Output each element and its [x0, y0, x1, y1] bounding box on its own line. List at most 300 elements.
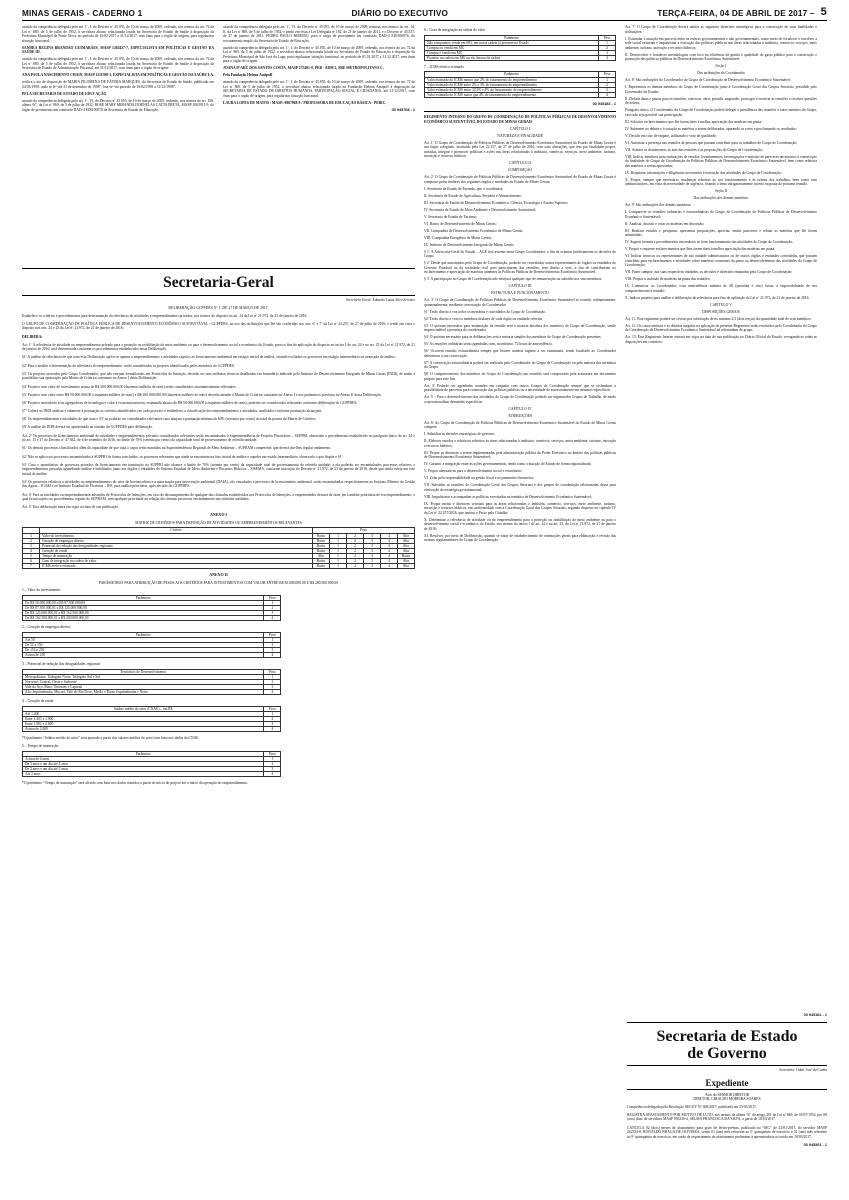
regimento-title: REGIMENTO INTERNO DO GRUPO DE COORDENAÇÃO DE POLÍTICAS PÚBLICAS DE DESENVOLVIMENTO ECONÔMICO SUSTENTÁVEL DO ESTADO DE MINAS GERAIS: [424, 115, 616, 124]
regimento-paragraph: III. Propor as diretrizes a serem implementadas pela administração pública do Poder Executivo no âmbito das políticas públicas de Desenvolvimento Econômico Sustentável;: [424, 450, 616, 460]
column-3: [424, 25, 616, 1025]
article-paragraph: Art. 5º Esta deliberação entra em vigor na data de sua publicação.: [22, 505, 119, 510]
governo-title-line2: de Governo: [687, 1045, 767, 1062]
table-cell: Baixo: [313, 543, 330, 548]
column-2: [223, 25, 415, 275]
table-cell: 4: [381, 533, 398, 538]
table-cell-weight: 1: [599, 77, 616, 82]
table-cell: 2: [347, 564, 364, 569]
chapter-heading: COMPOSIÇÃO: [507, 168, 533, 173]
publication-code: 03 945708 - 1: [391, 108, 415, 112]
column-header-weight: Peso: [264, 751, 281, 756]
regimento-paragraph: Art. 13. Este Regimento Interno entrará em vigor na data de sua publicação no Diário Oficial do Estado, revogando-se todas as disposições em contrário.: [625, 335, 817, 344]
regimento-paragraph: II. Elaborar estudos e relatórios relativos às áreas relacionadas à indústria, comércio, serviços, meio ambiente, turismo, inovação e recursos hídricos;: [424, 439, 616, 448]
publication-code: 03 945181 - 1: [803, 1013, 827, 1017]
column-header-weight: Peso: [264, 595, 281, 600]
table-cell: 1: [330, 553, 347, 558]
table-cell: 4: [381, 559, 398, 564]
table-cell-weight: 2: [264, 642, 281, 647]
delibera-heading: DELIBERA:: [22, 334, 43, 339]
regimento-paragraph: II. Secretaria de Estado de Agricultura, Pecuária e Abastecimento;: [424, 193, 522, 198]
regimento-paragraph: III. Secretaria de Estado de Desenvolvimento Econômico, Ciência, Tecnologia e Ensino Superior;: [424, 200, 569, 205]
table-cell: 2: [347, 543, 364, 548]
regimento-paragraph: IV. Garantir a integração entre as ações governamentais, tendo como a atuação do Estado de forma regionalizada;: [424, 462, 592, 467]
parameter-table: [22, 669, 281, 695]
regimento-paragraph: IX. Propor metas e diretrizes setoriais para as áreas relacionadas à indústria, comércio, serviços, meio ambiente, turismo, inovação e recursos hídricos, em conformidade com a Coordenação Geral dos Grupos Setoriais, segundo disposto no capítulo IV da Lei nº 22.257/2016, que institui o Pacto pelo Cidadão;: [424, 501, 616, 515]
act-paragraph: usando da competência delegada pelo art. 1º, VI, do Decreto nº 45.055, de 10 de março de 2009, cedendo, nos termos do art. 106, alínea “b”, da Lei nº 869, de 5 de julho de 1952, ROSE MARY MIRANDA DORNELAS CATTA PRETA, MASP 1065915-9, do órgão de provimento em comissão DAD-4 EDI100076 da Secretaria de Estado de Educação.: [22, 98, 214, 112]
table-row: [23, 726, 281, 731]
table-cell: 4: [381, 543, 398, 548]
table-cell: Baixo: [313, 564, 330, 569]
table-cell-parameter: De R$ 162.500.000,01 a R$ 200.000.000,00: [23, 616, 264, 621]
column-header-parameter: Parâmetro: [425, 35, 599, 40]
column-1: [22, 25, 214, 275]
regimento-paragraph: §3º O quórum necessário para instauração da reunião será a maioria absoluta dos membros do Grupo de Coordenação, sendo imprescindível a presença do coordenador.: [424, 323, 616, 333]
page-number: 5: [820, 6, 827, 18]
table-cell-parameter: Metropolitano, Triângulo Norte, Triângulo Sul e Sul: [23, 674, 264, 679]
deliberacao-title: DELIBERAÇÃO GCPPDES Nº 1, DE 27 DE MARÇO DE 2017.: [168, 306, 269, 310]
regimento-paragraph: § 3º A participação no Grupo de Coordenação não ensejará qualquer tipo de remuneração ou subsídio aos seus membros.: [424, 277, 603, 282]
table-cell-weight: 3: [599, 87, 616, 92]
regimento-paragraph: V. Propor alternativas para o desenvolvimento social e econômico;: [424, 469, 523, 474]
act-paragraph: LAURA LOPES DE MATOS / MASP: 0967968-9 / PROFESSORA DE EDUCAÇÃO BÁSICA - PEBIC.: [223, 100, 387, 105]
regimento-paragraph: Art. 8º São atribuições do Coordenador do Grupo de Coordenação de Desenvolvimento Econômico Sustentável:: [625, 78, 791, 82]
regimento-paragraph: II. Desenvolver e fortalecer metodologias com foco na eficiência da gestão e qualidade do gasto público para a consecução e promoção das políticas públicas de Desenvolvimento Econômico Sustentável.: [625, 52, 817, 61]
regimento-paragraph: §1º Terão direito a voz todos os membros e convidados do Grupo de Coordenação.: [424, 309, 547, 314]
column-4: [625, 25, 817, 1025]
table-cell: 3: [364, 543, 381, 548]
article-paragraph: §1º Os demais processos classificados além da capacidade de que trata o caput serão mantidos na Superintendência Regional de Meio Ambiente – SUPRAM competente, que deverá dar-lhes regular andamento.: [22, 446, 332, 451]
table-cell-weight: 3: [264, 684, 281, 689]
table-label: 4 – Geração de renda: [22, 699, 54, 704]
table-cell-parameter: De R$ 125.000.000,01 a R$ 162.500.000,00: [23, 610, 264, 615]
regimento-paragraph: VII. Subsidiar as reuniões do Coordenação Geral dos Grupos Setoriais e dos grupos de coordenação relacionadas desse para efetivação da estratégia governamental;: [424, 483, 616, 492]
table-cell: 6: [23, 559, 40, 564]
header-publication: MINAS GERAIS - CADERNO 1: [22, 9, 143, 18]
governo-act-paragraph: Competência delegada pela Resolução SEGOV Nº 600/2017, publicada em 25/03/2017.: [627, 1104, 757, 1109]
regimento-paragraph: VI. Banco de Desenvolvimento de Minas Gerais;: [424, 221, 497, 226]
regimento-paragraph: V. Propor e requerer esclarecimentos que lhes forem úteis à melhor apreciação das matérias em pauta;: [625, 247, 776, 251]
section-heading: Seção II: [714, 189, 728, 193]
column-1-text: [22, 25, 214, 112]
table-cell: ICMS efetivo estimado: [40, 564, 313, 569]
act-heading-2: DIRETOR, GIRALDO MOREIRA SOARES: [693, 1097, 761, 1101]
table-cell: Alto: [398, 548, 415, 553]
table-cell: Alto: [398, 543, 415, 548]
table-cell: 4: [381, 553, 398, 558]
regimento-paragraph: IV. Secretaria de Estado de Meio Ambiente e Desenvolvimento Sustentável;: [424, 207, 537, 212]
secretaria-geral-section: [22, 268, 415, 789]
column-header-weight: Peso: [264, 706, 281, 711]
secretaria-governo-section: [627, 1010, 827, 1152]
table-cell-parameter: Vale do Aço, Mata, Vertentes e Caparaó: [23, 684, 264, 689]
act-paragraph: ANA PAULA NASCIMENTO CHAIN, MASP 1211598-3, ESPECIALISTA EM POLÍTICAS E GESTÃO DA SAÚDE I-A.: [22, 73, 214, 77]
table-label: 3 – Potencial de redução das desigualdades regionais: [22, 662, 101, 667]
deliberacao-intro: O GRUPO DE COORDENAÇÃO DE POLÍTICA PÚBLICA DE DESENVOLVIMENTO ECONÔMICO SUSTENTÁVEL - GCPPDES, no uso das atribuições que lhe são conferidas nos arts. 6º e 7º da Lei nº 22.257, de 27 de julho de 2016, e tendo em vista o disposto nos arts. 24 e 25 da Lei nº 21.972, de 21 de janeiro de 2016,: [22, 321, 415, 331]
column-header-parameter: Parâmetro: [23, 751, 264, 756]
table-cell: 1: [330, 559, 347, 564]
table-cell: Alto: [398, 559, 415, 564]
table-cell-weight: 2: [264, 716, 281, 721]
column-header-parameter: Salário médio do setor (CNAE) – em R$: [23, 706, 264, 711]
table-cell-weight: 3: [264, 721, 281, 726]
table-cell-parameter: De R$ 50.000.000,00 a R$ 87.500.000,00: [23, 600, 264, 605]
table-row: [425, 55, 616, 60]
table-row: [23, 772, 281, 777]
regimento-paragraph: II. Analisar, discutir e votar as matérias em discussão;: [625, 221, 705, 226]
table-footnote: *O parâmetro “Salário médio do setor” será apurado a partir dos valores médios do setor com base nos dados da CNAE.: [22, 736, 200, 741]
table-cell-parameter: De 51 a 150: [23, 642, 264, 647]
table-cell: Grau de integração na cadeia de valor: [40, 559, 313, 564]
regimento-paragraph: IV. Submeter ao debate e à votação as matérias a serem deliberadas, apurando os votos e proclamando os resultados;: [625, 126, 797, 131]
table-cell-weight: 4: [264, 653, 281, 658]
table-cell: 3: [364, 538, 381, 543]
anexo-1-title: ANEXO I: [209, 512, 227, 518]
article-paragraph: §1º A análise de relevância de que trata esta Deliberação aplica-se apenas a empreendimentos e atividades sujeitos ao licenciamento ambiental em estágio inicial de análise, estando excluídos os processos em estágio intermediário ou avançado de análise.: [22, 355, 396, 360]
regimento-paragraph: VIII. Impulsionar e acompanhar as políticas executadas na temática de Desenvolvimento Econômico Sustentável;: [424, 494, 592, 499]
article-paragraph: §3º Os projetos avocados pelo Grupo Coordenador, que não estejam formalizados em Protocolos de Intenção, deverão ter seus atributos técnicos detalhados em formulário indicado pelo Instituto de Desenvolvimento Integrado de Minas Gerais (INDI), de modo a possibilitar sua apreciação pela Matriz de Critérios constante no Anexo I desta Deliberação.: [22, 371, 415, 381]
table-cell-weight: 2: [599, 45, 616, 50]
governo-title-line1: Secretaria de Estado: [656, 1028, 798, 1045]
column-header-criterio: Critério: [40, 528, 313, 533]
table-cell-parameter: Valor estimado do ICMS entre 2% e 3% do faturamento do empreendimento: [425, 82, 599, 87]
governo-act-paragraph: CANCELA 02 (dois) meses de afastamento para gozo de férias-prêmio, publicado no “MG” de 21/01/2017, do servidor MASP 262333-8, RONALDO BRAGA DE OLIVEIRA, sendo 01 (um) mês referente ao 5º quinquênio de exercício e 01 (um) mês referente ao 9º quinquênio de exercício, em razão de requerimento de afastamento preliminar à aposentadoria ocorrido em 10/03/2017.: [627, 1125, 827, 1139]
act-paragraph: usando da competência delegada pelo art. 1º, I, do Decreto nº 45.055, de 10 de março de 2009, cedendo, nos termos do art. 72 da Lei nº 869, de 5 de julho de 1952, a servidora abaixo relacionada lotada na Fundação Helena Antipoff à disposição da SECRETARIA DE ESTADO DE DIREITOS HUMANOS, PARTICIPAÇÃO SOCIAL E CIDADANIA, até 31/12/2017, com ônus para o órgão de origem, para regularizar situação funcional:: [223, 80, 415, 98]
anexo-2-table-5: [22, 744, 281, 777]
regimento-paragraph: Art. 5º - Para o desenvolvimento das atividades do Grupo de Coordenação poderão ser organizados Grupos de Trabalho, de modo a operacionalizar demandas específicas.: [424, 395, 616, 404]
regimento-paragraph: § 1º A Advocacia-Geral do Estado – AGE terá assento neste Grupo Coordenador, a fim de orientar juridicamente as decisões do Grupo.: [424, 249, 616, 259]
table-cell: Geração de renda: [40, 548, 313, 553]
regimento-paragraph: Art. 7º O Grupo de Coordenação deverá adotar as seguintes diretrizes estratégicas para a consecução de suas finalidades e atribuições:: [625, 25, 817, 34]
act-paragraph: retifica o ato de disposição de MARIA FILOMENA DE FÁTIMA MARQUES, da Secretaria de Estado de Saúde, publicado em 24/03/1998: onde se lê “até 31 de dezembro de 1998”, leia-se “no período de 16/02/1998 a 31/12/1998”.: [22, 80, 214, 89]
table-cell: 3: [364, 564, 381, 569]
table-cell: 2: [347, 553, 364, 558]
article-paragraph: §3º Caso o quantitativo de processos privados de licenciamento em tramitação na SUPPRI não alcance o limite de 70% (setenta por cento) da capacidade total de processamento da referida unidade, a ela poderão ser encaminhados processos relativos a empreendimentos privados aguardando análise e habilitados junto aos órgãos e entidades do Sistema Estadual de Meio Ambiente e Recursos Hídricos – SISEMA, conforme instrução do Decreto nº 21.972, de 21 de janeiro de 2016, desde que ainda esteja em fase inicial de análise.: [22, 462, 415, 476]
table-row: [23, 616, 281, 621]
regimento-paragraph: XI. Resolver, por meio de Deliberação, quando se tratar de estabelecimento de orientações gerais para elaboração e revisão das normas regulamentares do Grupo de Coordenação.: [424, 533, 616, 543]
anexo-2-tables: [22, 588, 281, 732]
article-paragraph: §8º Os empreendimentos e atividades de que trata o §3º só poderão ser considerados relevantes caso atinjam a pontuação mínima de 60% (sessenta por cento) do total de pontos da Matriz de Critérios.: [22, 417, 317, 422]
chapter-heading: CAPÍTULO III: [508, 284, 532, 289]
act-paragraph: JOANA D’ARC DOS SANTOS COSTA, MASP 275401-8, PEB - ADM 2, SRE METROPOLITANA C.: [223, 66, 384, 70]
column-header-peso: Peso: [313, 528, 415, 533]
regimento-paragraph: VIII. Indicar membros para realizações de estudos, levantamentos, investigações e emissão de pareceres necessários à consecução da finalidade do Grupo de Coordenação de Políticas Públicas de Desenvolvimento Econômico Sustentável, bem como relatoria das matérias a serem apreciadas;: [625, 154, 817, 168]
table-cell: Tempo de maturação: [40, 553, 313, 558]
regimento-paragraph: Art. 3º O Grupo de Coordenação de Políticas Públicas de Desenvolvimento Econômico Sustentável se reunirá, ordinariamente, quinzenalmente, mediante convocação do Coordenador.: [424, 298, 616, 307]
anexo-2-title: ANEXO II: [209, 572, 228, 578]
column-header-weight: Peso: [599, 72, 616, 77]
table-cell: Baixo: [398, 553, 415, 558]
regimento-paragraph: Art. 4º Poderão ser agendadas reuniões em conjunto com outros Grupos de Coordenação sempre que se vislumbrar a possibilidade de parcerias para consecução das políticas públicas ou a necessidade de assessoramento em assuntos específicos.: [424, 383, 616, 393]
regimento-paragraph: VI. Autorizar a presença nas reuniões de pessoas que possam contribuir para os trabalhos do Grupo de Coordenação;: [625, 140, 798, 145]
criteria-parameter-table: [424, 35, 616, 61]
regimento-paragraph: X. Indicar projetos para análise e deliberação de relevância para fins de aplicação da Lei nº 21.972, de 21 de janeiro de 2016.: [625, 295, 810, 300]
table-row: [23, 690, 281, 695]
section-title-box: [22, 268, 415, 296]
table-cell-parameter: Entre 1.401 e 1.900: [23, 716, 264, 721]
regimento-paragraph: I. Representar os demais membros do Grupo de Coordenação junto à Coordenação Geral dos Grupos Setoriais, presidido pelo Governador do Estado;: [625, 85, 817, 94]
regimento-paragraph: §2º Terão direito a voto os membros titulares de cada órgão ou entidade referida.: [424, 316, 543, 321]
table-cell: Valor do investimento: [40, 533, 313, 538]
regimento-paragraph: §5º As reuniões ordinárias serão agendadas com, no mínimo, 72 horas de antecedência.: [424, 342, 553, 347]
regimento-paragraph: I. Comparecer às reuniões ordinárias e extraordinárias do Grupo de Coordenação de Políticas Públicas de Desenvolvimento Econômico Sustentável;: [625, 210, 817, 219]
parameter-table: [22, 751, 281, 777]
table-cell: 1: [330, 548, 347, 553]
act-paragraph: PELA SECRETARIA DE ESTADO DE EDUCAÇÃO: [22, 91, 107, 96]
table-cell-weight: 1: [599, 40, 616, 45]
table-cell-weight: 4: [264, 726, 281, 731]
section-heading: Seção I: [715, 64, 727, 68]
header-date: TERÇA-FEIRA, 04 DE ABRIL DE 2017 –: [657, 9, 815, 18]
table-cell-parameter: Valor estimado do ICMS maior que 4% do faturamento do empreendimento: [425, 92, 599, 97]
table-cell: 1: [330, 533, 347, 538]
regimento-paragraph: Art. 1º O Grupo de Coordenação de Políticas Públicas de Desenvolvimento Econômico Sustentável do Estado de Minas Gerais é um órgão colegiado, instituído pela Lei 22.257, de 27 de julho de 2016, com suas alterações, que tem por finalidade propor, articular, integrar e promover políticas e ações nas áreas relacionadas à indústria, comércio, serviços, meio ambiente, turismo, inovação e recursos hídricos.: [424, 140, 616, 159]
act-paragraph: SANDRA REGINA BRANDÃO GUIMARÃES, MASP 1265457-7, ESPECIALISTA EM POLÍTICAS E GESTÃO DA SAÚDE III.: [22, 45, 214, 54]
regimento-paragraph: V. Decidir em caso de empate, utilizando o voto de qualidade;: [625, 133, 717, 138]
table-cell-parameter: De 2 anos e um dia até 3 anos: [23, 767, 264, 772]
anexo-1-subtitle: MATRIZ DE CRITÉRIOS PARA DEFINIÇÃO DE ATIVIDADES OU EMPREENDIMENTOS RELEVANTES: [135, 520, 302, 525]
section-heading: Das atribuições dos demais membros: [693, 196, 749, 200]
regimento-paragraph: I. Secretaria de Estado de Fazenda, que o coordenará;: [424, 186, 504, 191]
chapter-heading: ATRIBUIÇÕES: [508, 413, 532, 418]
column-header-parameter: Territórios de Desenvolvimento: [23, 669, 264, 674]
table-cell: Alto: [398, 538, 415, 543]
act-paragraph: usando da competência delegada pelo art. 1º, I, do Decreto nº 45.055, de 10 de março de 2009, cedendo, nos termos do art. 72 da Lei nº 869, de 5 de julho de 1952, a servidora abaixo relacionada lotada na Secretaria de Estado de Educação à disposição da Prefeitura Municipal de São José da Lapa, para regularizar situação funcional, no período de 01.01.2017 a 31.12.2017, sem ônus para o órgão de origem:: [223, 45, 415, 63]
regimento-paragraph: Art. 11. Este regimento poderá ser revisto por solicitação de no mínimo 2/3 (dois terços) da quantidade total de seus membros.: [625, 316, 812, 321]
table-cell: 4: [381, 538, 398, 543]
act-paragraph: usando da competência delegada pelo art. 1º, I, do Decreto nº 45.055, de 10 de março de 2009, cedendo, nos termos do art. 72 da Lei nº 869, de 5 de julho de 1952, a servidora abaixo relacionada lotada na Secretaria de Estado de Saúde à disposição da Secretaria de Estado de Administração Prisional, até 31/12/2017, com ônus para o órgão de origem:: [22, 57, 214, 70]
column-header-weight: Peso: [264, 632, 281, 637]
table-cell: 1: [330, 564, 347, 569]
article-paragraph: §4º Projetos com valor de investimento acima de R$ 200.000.000,00 (duzentos milhões de reais) serão considerados automaticamente relevantes.: [22, 384, 237, 389]
table-row: [23, 564, 415, 569]
table-cell-parameter: Acima de 250: [23, 653, 264, 658]
table-cell-weight: 2: [599, 82, 616, 87]
criteria-matrix-table: [22, 527, 415, 569]
regimento-paragraph: Art. 6º Ao Grupo de Coordenação de Políticas Públicas de Desenvolvimento Econômico Sustentável do Estado de Minas Gerais compete:: [424, 420, 616, 430]
article-paragraph: §9º A análise do INDI deverá ser apresentada na reunião do GCPPDES para deliberação.: [22, 425, 153, 430]
table-cell-parameter: De 151 a 250: [23, 647, 264, 652]
publication-code: 03 945391 - 1: [803, 1142, 827, 1147]
table-cell-weight: 2: [264, 679, 281, 684]
table-cell: Alto: [398, 564, 415, 569]
regimento-paragraph: VIII. Propor a inclusão de matérias na pauta das reuniões;: [625, 277, 711, 281]
column-2-text: [223, 25, 415, 105]
divider: [424, 111, 616, 112]
table-cell: 2: [347, 533, 364, 538]
table-cell: 3: [364, 559, 381, 564]
table-cell-weight: 4: [264, 690, 281, 695]
table-cell-weight: 1: [264, 711, 281, 716]
regimento-paragraph: §8º O comparecimento dos membros do Grupo de Coordenação nas reuniões será comprovado pela assinatura em documento próprio para este fim.: [424, 372, 616, 381]
chapter-heading: NATUREZA E FINALIDADE: [497, 133, 543, 138]
table-cell: 2: [23, 538, 40, 543]
regimento-paragraph: IX. Requisitar informações e diligências necessárias à execução das atividades do Grupo de Coordenação;: [625, 170, 782, 175]
column-header-parameter: Parâmetro: [425, 72, 599, 77]
regimento-paragraph: VI. Indicar técnicos ou representantes de sua unidade administrativa ou de outros órgãos e entidades convidadas, que possam contribuir para esclarecimentos e atividades sobre matérias constantes da pauta ou desenvolvimento das atividades do Grupo de Coordenação;: [625, 254, 817, 267]
table-cell-weight: 3: [264, 647, 281, 652]
table-cell: 1: [330, 538, 347, 543]
regimento-paragraph: V. Secretaria de Estado de Turismo;: [424, 214, 477, 219]
act-paragraph: usando da competência delegada pelo art. 1º, VI, do Decreto nº 45.055, de 10 de março de 2009, nomeia, nos termos do art. 14, II, da Lei nº 869, de 5 de julho de 1952, e tendo em vista a Lei Delegada nº 182, de 21 de janeiro de 2011, e o Decreto nº 45.537, de 27 de janeiro de 2011, PEDRO PAULO RIBEIRO, para o cargo de provimento em comissão DAD-4 EDI100076, do recrutamento amplo, da Secretaria de Estado de Educação.: [223, 25, 415, 43]
table-label: 6 – Grau de integração na cadeia de valor: [424, 28, 486, 32]
table-cell: Baixo: [313, 538, 330, 543]
regimento-paragraph: §4º O quórum necessário para as deliberações será a maioria simples dos membros do Grupo de Coordenação presentes.: [424, 335, 602, 340]
regimento-paragraph: VIII. Companhia Energética de Minas Gerais;: [424, 235, 492, 240]
table-cell: 2: [347, 559, 364, 564]
table-cell-weight: 1: [264, 674, 281, 679]
table-cell: Potencial de redução das desigualdades regionais: [40, 543, 313, 548]
article-paragraph: §2º Para a análise e determinação da relevância do empreendimento, serão considerados os projetos identificados pelos membros do GCPPDES.: [22, 363, 235, 368]
table-cell: 3: [364, 533, 381, 538]
table-cell: 4: [381, 548, 398, 553]
section-heading: CAPÍTULO V: [710, 302, 732, 307]
header-title: DIÁRIO DO EXECUTIVO: [351, 9, 449, 18]
parameter-table: [22, 706, 281, 732]
article-paragraph: Art. 4º Para as atividades ou empreendimentos advindos de Protocolos de Intenções, em caso de descumprimento de qualquer das cláusulas estabelecidas nos Protocolos de Intenções, o empreendedor deixará de fazer jus à análise prioritária de seu empreendimento, o qual ficará sujeito ao procedimento regular da SUPRAM, sem qualquer prioridade na relação dos demais processos em andamento nas referidas unidades.: [22, 492, 415, 502]
column-header-parameter: Parâmetro: [23, 595, 264, 600]
table-cell: 2: [347, 538, 364, 543]
section-heading: Das atribuições do Coordenador: [697, 71, 745, 75]
table-cell: 3: [364, 553, 381, 558]
section-signer: Secretário-Geral: Eduardo Lucas Silva Serrano: [345, 298, 415, 302]
table-cell-weight: 4: [264, 616, 281, 621]
table-cell-parameter: Noroeste, Central, Oeste e Sudoeste: [23, 679, 264, 684]
table-cell-weight: 3: [264, 767, 281, 772]
table-cell: 2: [347, 548, 364, 553]
table-cell-weight: 3: [599, 50, 616, 55]
regimento-paragraph: VII. Assinar os documentos, as atas das reuniões e as proposições do Grupo de Coordenação;: [625, 147, 763, 152]
regimento-paragraph: §7º A convocação extraordinária poderá ser realizada pelo Coordenador do Grupo de Coordenação ou pela maioria dos membros do Grupo.: [424, 360, 616, 370]
column-4-text: [625, 25, 817, 344]
table-cell: 1: [23, 533, 40, 538]
regimento-paragraph: I. Estimular a atuação em parceria entre as esferas governamentais e não governamentais, como meio de fortalecer e envolver a rede social existente e impulsionar a execução das políticas públicas nas áreas relacionadas à indústria, comércio, serviços, meio ambiente, turismo, inovação e recursos hídricos;: [625, 36, 817, 50]
criteria-tables-continued: [424, 28, 616, 98]
chapter-heading: CAPÍTULO I: [509, 126, 531, 131]
regimento-paragraph: IV. Sugerir normas e procedimentos necessários ao bom funcionamento das atividades do Grupo de Coordenação;: [625, 240, 794, 244]
act-paragraph: Pela Fundação Helena Antipoff: [223, 73, 273, 77]
regimento-paragraph: X. Propor, sempre que necessário, mudanças relativas ao seu funcionamento e às ordens dos trabalhos, bem como atos administrativos, em vista da necessidade de urgência, fixando o tema obrigatoriamente incerto na pauta da próxima reunião.: [625, 177, 817, 186]
table-cell-weight: 2: [264, 761, 281, 766]
anexo-2-subtitle: PARÂMETROS PARA ATRIBUIÇÃO DE PESOS AOS CRITÉRIOS PARA INVESTIMENTOS COM VALOR ENTRE R$ 50.000.000,00 E R$ 200.000.000,00: [98, 580, 339, 585]
act-paragraph: usando da competência delegada pelo art. 1º, I, do Decreto nº 45.055, de 10 de março de 2009, cedendo, nos termos do art. 72 da Lei nº 869, de 5 de julho de 1952, a servidora abaixo relacionada lotada na Secretaria de Estado de Saúde à disposição da Prefeitura Municipal de Ponte Nova, no período de 16/02/2017 a 31/12/2017, sem ônus para o órgão de origem, para regularizar situação funcional:: [22, 25, 214, 43]
table-cell-parameter: Não compramos venda em MG, em nossa cadeia já presente no Estado: [425, 40, 599, 45]
table-footnote: *O parâmetro “Tempo de maturação” será aferido com base nos dados contidos a partir do início do projeto até o início da operação do empreendimento.: [22, 781, 248, 786]
chapter-heading: CAPÍTULO IV: [508, 406, 532, 411]
table-row: [23, 653, 281, 658]
table-cell: Baixo: [313, 533, 330, 538]
table-cell-parameter: Compra e venda em MG: [425, 50, 599, 55]
criteria-parameter-table: [424, 71, 616, 97]
deliberacao-text: [22, 314, 415, 786]
table-cell-parameter: Valor estimado do ICMS menor que 2% do faturamento do empreendimento: [425, 77, 599, 82]
regimento-paragraph: VI. Zelar pela responsabilidade na gestão fiscal e orçamentário-financeira;: [424, 476, 534, 481]
regimento-paragraph: IX. Comunicar ao Coordenador, com antecedência mínima de 48 (quarenta e oito) horas, a impossibilidade de seu comparecimento à reunião;: [625, 284, 817, 293]
table-cell: Baixo: [313, 559, 330, 564]
governo-title-box: [627, 1022, 827, 1066]
table-cell: Baixo: [313, 548, 330, 553]
page-header: [22, 6, 827, 21]
chapter-heading: ESTRUTURA E FUNCIONAMENTO: [491, 291, 549, 296]
table-cell: 4: [23, 548, 40, 553]
table-cell-parameter: Acima de 4 anos: [23, 756, 264, 761]
table-label: 5 – Tempo de maturação: [22, 744, 59, 749]
regimento-paragraph: VII. Companhia de Desenvolvimento Econômico de Minas Gerais;: [424, 228, 524, 233]
regimento-paragraph: III. Solicitar esclarecimentos que lhe forem úteis à melhor apreciação das matérias em pauta;: [625, 119, 762, 124]
table-cell: 3: [23, 543, 40, 548]
governo-act-paragraph: REGISTRA AFASTAMENTO POR MOTIVO DE LUTO, nos termos da alínea “b” do artigo 201 da Lei nº 869, de 05/07/1952, por 08 (oito) dias, da servidora MASP 956330-4, SELMA FRANCISCA DA SILVA, a partir de 18/03/2017.: [627, 1112, 827, 1122]
article-paragraph: §5º Projetos com valor entre R$ 50.000.000,00 (cinquenta milhões de reais) e R$ 200.000.000,00 (duzentos milhões de reais) deverão atender à Matriz de Critérios constante no Anexo I e aos parâmetros previstos no Anexo II desta Deliberação.: [22, 392, 382, 397]
expediente-heading: Expediente: [627, 1078, 827, 1090]
table-cell-parameter: Valor estimado do ICMS entre 3,01% e 4% do faturamento do empreendimento: [425, 87, 599, 92]
table-cell-parameter: Acima de 2.600: [23, 726, 264, 731]
table-cell-weight: 4: [264, 772, 281, 777]
table-cell-parameter: Até 1.400: [23, 711, 264, 716]
governo-signer: Secretário: Odair José da Cunha: [779, 1068, 827, 1072]
table-label: 1 – Valor do investimento:: [22, 588, 62, 593]
publication-code: 03 945183 - 1: [592, 101, 616, 106]
parameter-table: [22, 595, 281, 621]
regimento-paragraph: X. Determinar a relevância de atividade ou do empreendimento para a proteção ou reabilitação do meio ambiente ou para o desenvolvimento social e econômico do Estado, nos termos do inciso I do art. 24 e no art. 25, da Lei nº 21.972, de 21 de janeiro de 2016;: [424, 517, 616, 531]
table-cell: Alto: [313, 553, 330, 558]
table-cell-weight: 1: [264, 600, 281, 605]
table-cell-parameter: Entre 1.901 e 2.600: [23, 721, 264, 726]
table-cell: 7: [23, 564, 40, 569]
table-cell-weight: 1: [264, 637, 281, 642]
section-heading: DISPOSIÇÕES GERAIS: [702, 309, 740, 314]
table-cell-parameter: Até 50: [23, 637, 264, 642]
regimento-paragraph: Art. 2º O Grupo de Coordenação de Políticas Públicas de Desenvolvimento Econômico Sustentável do Estado de Minas Gerais é composto pelos titulares dos seguintes órgãos e entidades do Estado de Minas Gerais:: [424, 175, 616, 184]
table-cell: 1: [330, 543, 347, 548]
table-cell-weight: 4: [599, 55, 616, 60]
table-cell: 5: [23, 553, 40, 558]
table-cell-weight: 4: [599, 92, 616, 97]
header-date-block: [657, 6, 827, 18]
table-cell-weight: 1: [264, 756, 281, 761]
article-paragraph: Art. 2º Os processos de licenciamento ambiental de atividades e empreendimentos privados considerados relevantes serão encaminhados à Superintendência de Projetos Prioritários – SUPPRI, observado o procedimento estabelecido no parágrafo único do art. 14 e no art. 15 e 17 do Decreto nº 47.042, de 6 de setembro de 2016, no limite de 70% (setenta por cento) da capacidade total de processamento de referida unidade.: [22, 433, 415, 443]
regimento-paragraph: IX. Instituto de Desenvolvimento Integrado de Minas Gerais.: [424, 242, 515, 247]
column-header-weight: Peso: [264, 669, 281, 674]
article-paragraph: §4º Os processos relativos a atividades ou empreendimentos do setor de bovinocultura e a autorização para intervenção ambiental (DAIA), são vinculados a processos de licenciamento ambiental, serão encaminhados respectivamente ao Instituto Mineiro de Gestão das Águas – IGAM e ao Instituto Estadual de Florestas – IEF, para análise prioritária, após decisão do GCPPDES.: [22, 479, 415, 489]
regimento-paragraph: Parágrafo único. O Coordenador do Grupo de Coordenação poderá delegar a presidência das reuniões a outro membro do Grupo, caso não seja possível sua participação.: [625, 108, 817, 117]
section-title: Secretaria-Geral: [163, 274, 274, 291]
regimento-paragraph: Art. 9º São atribuições dos demais membros:: [625, 203, 692, 207]
article-paragraph: §2º Não se aplica aos processos encaminhados à SUPPRI de forma concluídos, os processos relevantes que ainda se encontrem na fase inicial de análise e aqueles em estado intermediário, observado o que dispõe o §1º.: [22, 454, 344, 459]
table-cell: Geração de empregos diretos: [40, 538, 313, 543]
table-cell-parameter: Até 2 anos: [23, 772, 264, 777]
table-cell-parameter: De 3 anos e um dia até 4 anos: [23, 761, 264, 766]
regimento-paragraph: § 2º Desde que autorizados pelo Grupo de Coordenação, poderão ser convidados outros representantes de órgãos ou entidades do Governo Estadual ou da sociedade civil para participarem das reuniões, sem direito a voto, a fim de contribuírem no esclarecimento e apreciação de matérias atinentes às Políticas Públicas de Desenvolvimento Econômico Sustentável.: [424, 261, 616, 275]
table-label: 7 – ICMS efetivo estimado: [424, 64, 464, 69]
regimento-paragraph: VII. Fazer cumprir, nas suas respectivas unidades, as decisões e diretrizes emanadas pelo Grupo de Coordenação;: [625, 270, 793, 274]
regimento-paragraph: III. Realizar estudos e pesquisas, apresentar proposições, apreciar, emitir pareceres e relatar as matérias que lhe forem submetidas;: [625, 228, 817, 237]
deliberacao-summary: Estabelece os critérios e procedimentos para determinação da relevância de atividades e empreendimentos privados, nos termos do disposto no art. 24 da Lei nº 21.972, de 21 de janeiro de 2016.: [22, 313, 308, 318]
regimento-interno: [424, 115, 616, 543]
table-cell: 4: [381, 564, 398, 569]
regimento-paragraph: I. Subsidiar as decisões estratégicas de governo;: [424, 432, 495, 437]
parameter-table: [22, 632, 281, 658]
table-cell-weight: 3: [264, 610, 281, 615]
regimento-paragraph: Art. 12. Os casos omissos e as dúvidas surgidas na aplicação do presente Regimento serão resolvidos pelo Coordenador do Grupo de Coordenação de Desenvolvimento Econômico Sustentável ad referendum do grupo.: [625, 323, 817, 332]
table-cell-parameter: Pioneiro na cadeia em MG ou elo âncora da cadeia: [425, 55, 599, 60]
article-paragraph: §6º Projetos inovadores e/ou agregadores de tecnologia e valor à economia mineira, estimando abaixo de R$ 50.000.000,00 (cinquenta milhões de reais), poderão ser considerados relevantes conforme deliberação do GCPPDES.: [22, 400, 358, 405]
governo-paragraphs: [627, 1105, 827, 1139]
article-paragraph: Art. 1º A relevância de atividade ou empreendimento privado para a proteção ou reabilitação do meio ambiente ou para o desenvolvimento social e econômico do Estado, para os fins de aplicação do disposto no inciso I do art. 24 e no art. 25 da Lei nº 21.972, de 21 de janeiro de 2016, será determinada conforme os procedimentos estabelecidos nesta Deliberação.: [22, 342, 415, 352]
table-cell: 3: [364, 548, 381, 553]
column-header-parameter: Parâmetro: [23, 632, 264, 637]
table-cell-parameter: De R$ 87.500.000,01 a R$ 125.000.000,00: [23, 605, 264, 610]
table-cell-parameter: Alto Jequitinhonha, Mucuri, Vale do Rio Doce, Médio e Baixo Jequitinhonha e Norte: [23, 690, 264, 695]
